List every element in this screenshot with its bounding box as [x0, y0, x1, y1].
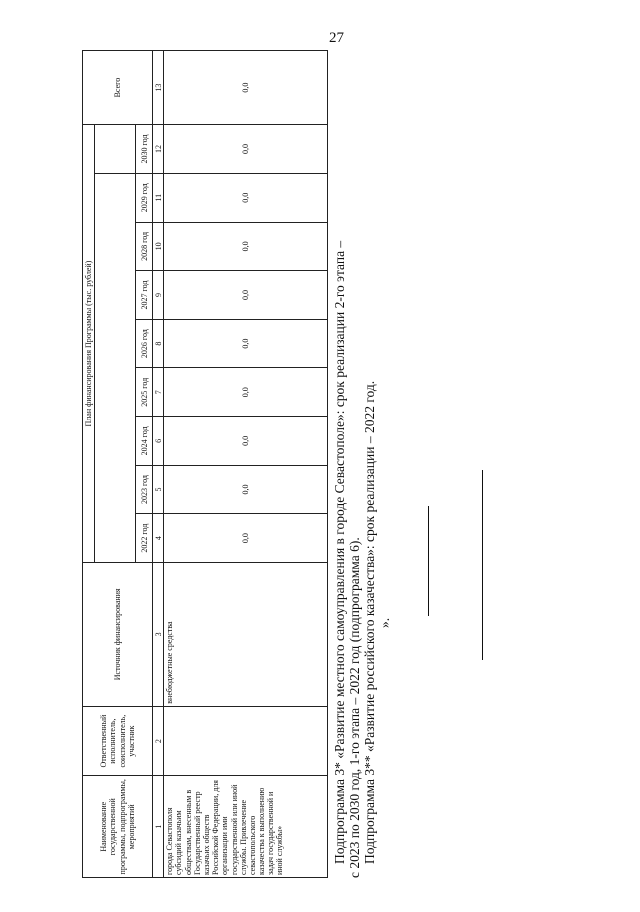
header-spacer — [95, 173, 136, 562]
row-source: внебюджетные средства — [164, 562, 328, 706]
year-header: 2025 год — [136, 368, 153, 417]
value-cell: 0,0 — [164, 173, 328, 222]
page-number: 27 — [329, 30, 344, 46]
year-header: 2030 год — [136, 125, 153, 174]
value-cell: 0,0 — [164, 125, 328, 174]
column-number: 10 — [153, 222, 164, 271]
footnote-line-3: Подпрограмма 3** «Развитие российского казачества»: срок реализации – 2022 год. — [362, 380, 377, 864]
column-number: 4 — [153, 514, 164, 563]
footnotes — [332, 50, 392, 878]
header-executor: Ответственный исполнитель, соисполнитель, участник — [83, 706, 153, 776]
footnote-line-1: Подпрограмма 3* «Развитие местного самоуправления в городе Севастополе»: срок реализации 2-го этапа – — [332, 240, 347, 864]
row-name: города Севастополя субсидий казачьим обществам, внесенным в Государственный реестр казачьих обществ Российской Федерации, для организации ими государственной или иной службы. Привлечение севастопольского казачества к выполнению задач государственной и иной службы» — [164, 776, 328, 878]
value-cell: 0,0 — [164, 514, 328, 563]
footnote-line-2: с 2023 по 2030 год, 1-го этапа – 2022 год (подпрограмма 6). — [347, 537, 362, 878]
column-number: 9 — [153, 271, 164, 320]
column-number: 5 — [153, 465, 164, 514]
column-number: 13 — [153, 51, 164, 125]
value-cell: 0,0 — [164, 417, 328, 466]
column-number: 1 — [153, 776, 164, 878]
year-header: 2027 год — [136, 271, 153, 320]
value-cell: 0,0 — [164, 222, 328, 271]
closing-quote: ». — [377, 617, 392, 628]
year-header: 2029 год — [136, 173, 153, 222]
column-number: 2 — [153, 706, 164, 776]
financing-table — [82, 50, 328, 878]
year-header: 2026 год — [136, 319, 153, 368]
value-cell: 0,0 — [164, 271, 328, 320]
column-number: 8 — [153, 319, 164, 368]
value-cell: 0,0 — [164, 319, 328, 368]
header-name: Наименование государственной программы, подпрограммы, мероприятий — [83, 776, 153, 878]
separator-line — [428, 506, 429, 616]
column-number: 12 — [153, 125, 164, 174]
rotated-content — [82, 50, 502, 878]
year-header: 2028 год — [136, 222, 153, 271]
column-number: 3 — [153, 562, 164, 706]
row-executor — [164, 706, 328, 776]
value-cell: 0,0 — [164, 368, 328, 417]
year-header: 2022 год — [136, 514, 153, 563]
separator-line — [482, 470, 483, 660]
year-header: 2023 год — [136, 465, 153, 514]
header-source: Источник финансирования — [83, 562, 153, 706]
column-number: 7 — [153, 368, 164, 417]
header-total: Всего — [83, 51, 153, 125]
column-number: 6 — [153, 417, 164, 466]
total-cell: 0,0 — [164, 51, 328, 125]
year-header: 2024 год — [136, 417, 153, 466]
value-cell: 0,0 — [164, 465, 328, 514]
table-row — [164, 51, 328, 878]
column-number: 11 — [153, 173, 164, 222]
header-plan: План финансирования Программы (тыс. рублей) — [83, 125, 95, 563]
header-spacer-2030 — [95, 125, 136, 174]
